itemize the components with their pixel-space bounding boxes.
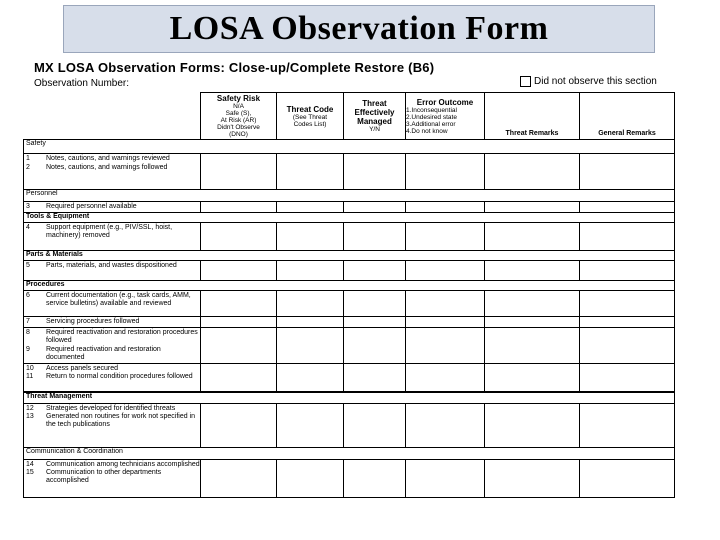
did-not-observe-checkbox[interactable]	[520, 76, 531, 87]
general-remarks-cell[interactable]	[580, 317, 675, 328]
threat-code-cell[interactable]	[277, 223, 344, 251]
item-label: 5 Parts, materials, and wastes dispositioned	[24, 261, 201, 281]
threat-managed-cell[interactable]	[344, 223, 406, 251]
section-communication: Communication & Coordination	[24, 448, 675, 460]
item-label: 6 Current documentation (e.g., task cards, AMM, service bulletins) available and reviewed	[24, 291, 201, 317]
safety-risk-cell[interactable]	[201, 223, 277, 251]
header-safety-risk: Safety Risk N/A Safe (S), At Risk (AR) Didn't Observe (DNO)	[201, 93, 277, 140]
threat-managed-cell[interactable]	[344, 317, 406, 328]
threat-managed-cell[interactable]	[344, 261, 406, 281]
safety-risk-cell[interactable]	[201, 317, 277, 328]
header-blank	[24, 93, 201, 140]
item-label: 10 Access panels secured 11 Return to normal condition procedures followed	[24, 364, 201, 392]
error-outcome-cell[interactable]	[406, 223, 485, 251]
header-threat-managed: Threat Effectively Managed Y/N	[344, 93, 406, 140]
form-title: MX LOSA Observation Forms: Close-up/Complete Restore (B6)	[34, 60, 435, 75]
item-label: 3 Required personnel available	[24, 202, 201, 213]
safety-risk-cell[interactable]	[201, 154, 277, 190]
table-row	[24, 291, 675, 317]
threat-managed-cell[interactable]	[344, 291, 406, 317]
general-remarks-cell[interactable]	[580, 202, 675, 213]
error-outcome-cell[interactable]	[406, 460, 485, 498]
error-outcome-cell[interactable]	[406, 328, 485, 364]
threat-managed-cell[interactable]	[344, 328, 406, 364]
safety-risk-cell[interactable]	[201, 261, 277, 281]
section-row	[24, 281, 675, 291]
threat-managed-cell[interactable]	[344, 364, 406, 392]
section-row	[24, 190, 675, 202]
section-row	[24, 140, 675, 154]
header-general-remarks: General Remarks	[580, 93, 675, 140]
threat-code-cell[interactable]	[277, 404, 344, 448]
threat-remarks-cell[interactable]	[485, 364, 580, 392]
error-outcome-cell[interactable]	[406, 404, 485, 448]
header-threat-code: Threat Code (See Threat Codes List)	[277, 93, 344, 140]
section-threat-management: Threat Management	[24, 392, 675, 404]
threat-code-cell[interactable]	[277, 261, 344, 281]
safety-risk-cell[interactable]	[201, 328, 277, 364]
item-label: 8 Required reactivation and restoration procedures followed 9 Required reactivation and restoration documented	[24, 328, 201, 364]
error-outcome-cell[interactable]	[406, 291, 485, 317]
safety-risk-cell[interactable]	[201, 404, 277, 448]
header-row	[24, 93, 675, 140]
general-remarks-cell[interactable]	[580, 364, 675, 392]
table-row	[24, 261, 675, 281]
observation-number-label: Observation Number:	[34, 78, 130, 89]
observation-table	[23, 92, 675, 498]
threat-remarks-cell[interactable]	[485, 261, 580, 281]
threat-remarks-cell[interactable]	[485, 404, 580, 448]
error-outcome-cell[interactable]	[406, 261, 485, 281]
error-outcome-cell[interactable]	[406, 317, 485, 328]
threat-managed-cell[interactable]	[344, 154, 406, 190]
section-personnel: Personnel	[24, 190, 675, 202]
item-label: 7 Servicing procedures followed	[24, 317, 201, 328]
general-remarks-cell[interactable]	[580, 223, 675, 251]
general-remarks-cell[interactable]	[580, 291, 675, 317]
threat-code-cell[interactable]	[277, 291, 344, 317]
item-label: 1 Notes, cautions, and warnings reviewed 2 Notes, cautions, and warnings followed	[24, 154, 201, 190]
threat-code-cell[interactable]	[277, 154, 344, 190]
threat-managed-cell[interactable]	[344, 460, 406, 498]
threat-code-cell[interactable]	[277, 317, 344, 328]
table-row	[24, 460, 675, 498]
section-row	[24, 392, 675, 404]
threat-remarks-cell[interactable]	[485, 154, 580, 190]
slide-title: LOSA Observation Form	[169, 10, 549, 47]
threat-remarks-cell[interactable]	[485, 291, 580, 317]
general-remarks-cell[interactable]	[580, 404, 675, 448]
table-row	[24, 154, 675, 190]
general-remarks-cell[interactable]	[580, 261, 675, 281]
table-row	[24, 202, 675, 213]
did-not-observe-label: Did not observe this section	[534, 76, 657, 87]
threat-code-cell[interactable]	[277, 328, 344, 364]
threat-code-cell[interactable]	[277, 202, 344, 213]
general-remarks-cell[interactable]	[580, 328, 675, 364]
section-procedures: Procedures	[24, 281, 675, 291]
slide-title-banner	[63, 5, 655, 53]
safety-risk-cell[interactable]	[201, 291, 277, 317]
item-label: 4 Support equipment (e.g., PIV/SSL, hoist, machinery) removed	[24, 223, 201, 251]
threat-code-cell[interactable]	[277, 460, 344, 498]
safety-risk-cell[interactable]	[201, 202, 277, 213]
general-remarks-cell[interactable]	[580, 154, 675, 190]
section-row	[24, 213, 675, 223]
threat-remarks-cell[interactable]	[485, 328, 580, 364]
table-row	[24, 317, 675, 328]
table-row	[24, 223, 675, 251]
did-not-observe-option[interactable]	[520, 76, 657, 87]
header-error-outcome: Error Outcome 1.Inconsequential 2.Undesired state 3.Additional error 4.Do not know	[406, 93, 485, 140]
item-label: 12 Strategies developed for identified threats 13 Generated non routines for work not specified in the tech publications	[24, 404, 201, 448]
threat-managed-cell[interactable]	[344, 404, 406, 448]
section-row	[24, 251, 675, 261]
threat-managed-cell[interactable]	[344, 202, 406, 213]
header-threat-remarks: Threat Remarks	[485, 93, 580, 140]
table-row	[24, 404, 675, 448]
threat-remarks-cell[interactable]	[485, 460, 580, 498]
threat-remarks-cell[interactable]	[485, 223, 580, 251]
error-outcome-cell[interactable]	[406, 202, 485, 213]
general-remarks-cell[interactable]	[580, 460, 675, 498]
threat-code-cell[interactable]	[277, 364, 344, 392]
item-label: 14 Communication among technicians accomplished 15 Communication to other departments accomplished	[24, 460, 201, 498]
section-parts: Parts & Materials	[24, 251, 675, 261]
section-tools: Tools & Equipment	[24, 213, 675, 223]
threat-remarks-cell[interactable]	[485, 202, 580, 213]
safety-risk-cell[interactable]	[201, 364, 277, 392]
error-outcome-cell[interactable]	[406, 364, 485, 392]
table-row	[24, 328, 675, 364]
threat-remarks-cell[interactable]	[485, 317, 580, 328]
section-row	[24, 448, 675, 460]
error-outcome-cell[interactable]	[406, 154, 485, 190]
table-row	[24, 364, 675, 392]
section-safety: Safety	[24, 140, 675, 154]
safety-risk-cell[interactable]	[201, 460, 277, 498]
